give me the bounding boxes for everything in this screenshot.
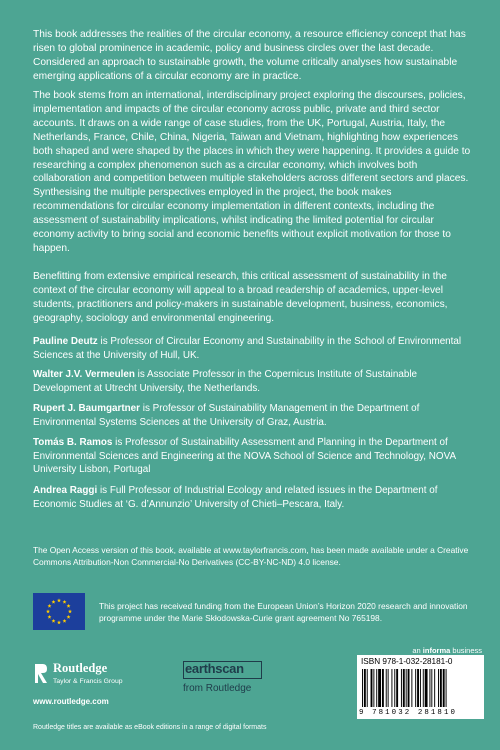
eu-flag-icon (33, 593, 85, 630)
barcode-bar (367, 669, 368, 707)
author-description: is Professor of Sustainability Management in the Department of Environmental Systems Sciences at the University of Graz, Austria. (33, 403, 420, 428)
author-bio (33, 335, 473, 362)
earthscan-wordmark: earthscan (185, 661, 244, 676)
barcode-bar (373, 669, 374, 707)
barcode-bar (415, 669, 416, 707)
barcode-bar (423, 669, 424, 707)
eu-star (47, 615, 51, 619)
eu-star (57, 620, 61, 624)
author-name: Rupert J. Baumgartner (33, 403, 141, 414)
isbn-number: ISBN 978-1-032-28181-0 (361, 657, 453, 666)
blurb-paragraph-2: The book stems from an international, interdisciplinary project exploring the discourses, policies, implementation and impacts of the circular economy across public, private and third sector accounts. It draws on a wide range of case studies, from the UK, Portugal, Austria, Italy, the Netherlands, France, Chile, China, Nigeria, Taiwan and Vietnam, highlighting how experiences both shaped and were shaped by the places in which they were happening. It provides a guide to researching a complex phenomenon such as a circular economy, which involves both collaboration and competition between multiple stakeholders across different sectors and places. Synthesising the multiple perspectives employed in the project, the book makes recommendations for circular economy implementation in different contexts, including the assessment of sustainability implications, whilst indicating the limited potential for circular economy activity to bring social and economic benefits without explicit motivation for those to happen. (33, 90, 471, 254)
barcode-bar (431, 669, 432, 707)
blurb-paragraph-3: Benefitting from extensive empirical research, this critical assessment of sustainability in the context of the circular economy will appeal to a broad readership of academics, upper-level students, practitioners and policy-makers in sustainable development, business, economics, geography, sociology and environmental engineering. (33, 271, 448, 324)
ebook-note: Routledge titles are available as eBook editions in a range of digital formats (33, 724, 267, 731)
author-description: is Associate Professor in the Copernicus Institute of Sustainable Development at Utrecht University, the Netherlands. (33, 369, 418, 394)
blurb-paragraph-1: This book addresses the realities of the circular economy, a resource efficiency concept that has risen to global prominence in academic, policy and business circles over the last decade. Considered an approach to sustainable growth, the volume critically analyses how sustainable emerging applications of a circular economy are in practice. (33, 29, 466, 82)
barcode-bar (371, 669, 373, 707)
earthscan-from-routledge: from Routledge (183, 683, 252, 694)
barcode-bar (411, 669, 412, 707)
eu-star (46, 609, 50, 613)
barcode-bar (438, 669, 439, 707)
barcode-bar (388, 669, 389, 707)
routledge-r-icon (33, 661, 49, 685)
author-name: Pauline Deutz (33, 336, 98, 347)
barcode-bar (391, 669, 392, 707)
barcode-bar (425, 669, 428, 707)
eu-star (52, 600, 56, 604)
barcode-bar (394, 669, 395, 707)
barcode-bar (378, 669, 381, 707)
author-bio (33, 402, 473, 429)
eu-star (67, 615, 71, 619)
eu-star (68, 609, 72, 613)
routledge-website[interactable]: www.routledge.com (33, 697, 109, 706)
barcode-bar (382, 669, 384, 707)
barcode-bar (417, 669, 419, 707)
barcode-bar (403, 669, 405, 707)
eu-star (47, 604, 51, 608)
author-name: Tomás B. Ramos (33, 437, 113, 448)
barcode-bar (362, 669, 363, 707)
barcode-bar (376, 669, 377, 707)
routledge-group: Taylor & Francis Group (53, 678, 123, 685)
barcode-bar (364, 669, 366, 707)
eu-star (63, 619, 67, 623)
author-bio (33, 368, 473, 395)
author-description: is Professor of Sustainability Assessment and Planning in the Department of Environmental Sciences and Engineering at the NOVA School of Science and Technology, NOVA University Lisbon, Portugal (33, 437, 456, 476)
author-bio (33, 484, 473, 511)
barcode-bar (401, 669, 402, 707)
author-description: is Full Professor of Industrial Ecology and related issues in the Department of Economic Studies at ‘G. d’Annunzio’ University of Chieti–Pescara, Italy. (33, 485, 438, 510)
open-access-notice: The Open Access version of this book, available at www.taylorfrancis.com, has been made available under a Creative Commons Attribution-Non Commercial-No Derivatives (CC-BY-NC-ND) 4.0 license. (33, 545, 469, 567)
barcode-bars (360, 669, 480, 709)
author-bio (33, 436, 473, 477)
barcode-bar (396, 669, 398, 707)
eu-star (57, 598, 61, 602)
barcode-bar (434, 669, 435, 707)
isbn-barcode (357, 655, 484, 719)
barcode-bar (429, 669, 430, 707)
eu-star (67, 604, 71, 608)
routledge-name: Routledge (53, 661, 108, 675)
eu-star (52, 619, 56, 623)
barcode-digits: 9 781032 281810 (359, 709, 458, 717)
barcode-bar (408, 669, 410, 707)
barcode-bar (446, 669, 447, 707)
barcode-bar (406, 669, 407, 707)
barcode-bar (386, 669, 387, 707)
informa-business-label: an informa business (412, 646, 482, 655)
eu-funding-notice: This project has received funding from the European Union’s Horizon 2020 research and innovation programme under the Marie Skłodowska-Curie grant agreement No 765198. (99, 601, 468, 623)
eu-star (63, 600, 67, 604)
author-name: Walter J.V. Vermeulen (33, 369, 135, 380)
barcode-bar (440, 669, 442, 707)
author-name: Andrea Raggi (33, 485, 98, 496)
barcode-bar (420, 669, 421, 707)
author-description: is Professor of Circular Economy and Sustainability in the School of Environmental Sciences at the University of Hull, UK. (33, 336, 462, 361)
barcode-bar (443, 669, 445, 707)
